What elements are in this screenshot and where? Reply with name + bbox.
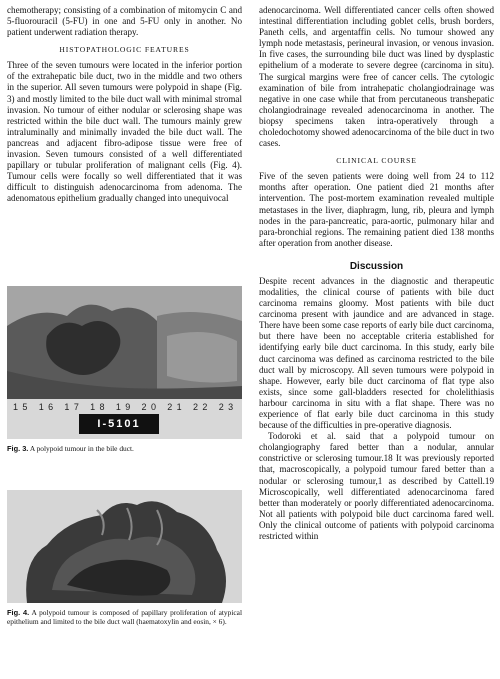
discussion-paragraph-2: Todoroki et al. said that a polypoid tumour on cholangiography fared better than a nodular, annular constrictive or sclerosing tumour.18 It was previously reported that, macroscopically, a polypoid tumour fared better than a nodular or sclerosing tumour,1 as described by Cattell.19 Microscopically, well differentiated adenocarcinoma fared better than moderately or poorly differentiated adenocarcinoma. Not all patients with polypoid bile duct carcinoma fared well. Only the clinical outcome of patients with polypoid carcinoma restricted within [259, 431, 494, 542]
specimen-label: I-5101 [79, 414, 159, 434]
histopathologic-features-heading: HISTOPATHOLOGIC FEATURES [59, 45, 190, 55]
right-column [259, 5, 494, 542]
figure-4-micrograph [7, 490, 242, 603]
figure-4-caption-label: Fig. 4. [7, 608, 30, 617]
figure-3-caption [7, 444, 242, 453]
figure-3-caption-label: Fig. 3. [7, 444, 29, 453]
intro-paragraph: chemotherapy; consisting of a combination of mitomycin C and 5-fluorouracil (5-FU) in one and 5-FU only in another. No patient underwent radiation therapy. [7, 5, 242, 38]
clinical-course-paragraph: Five of the seven patients were doing well from 24 to 112 months after operation. One patient died 21 months after intervention. The post-mortem examination revealed multiple metastases in the liver, diaphragm, lung, rib, pleura and lymph nodes in the para-pancreatic, para-aortic, pulmonary hilar and para-bronchial regions. The remaining patient died 138 months after operation from another disease. [259, 171, 494, 248]
tumour-photo-graphic [7, 286, 242, 399]
figure-4-caption [7, 608, 242, 626]
left-column [7, 5, 242, 205]
discussion-paragraph-1: Despite recent advances in the diagnostic and therapeutic modalities, the clinical course of patients with bile duct carcinoma remains gloomy. Most patients with bile duct carcinoma present with jaundice and are advanced in stage. There have been some case reports of early bile duct carcinoma, but there have been no acceptable criteria established for identifying early bile duct carcinoma. In this study, early bile duct carcinoma was defined as carcinoma restricted to the bile duct wall by microscopy. All seven tumours were polypoid in shape. However, early bile duct carcinoma of flat type also exists, since some gall-bladders resected for cholelithiasis harbour carcinoma in situ with a flat shape. There was no experience of flat early bile duct carcinoma in this study because of the difficulties in pre-operative diagnosis. [259, 275, 494, 431]
figure-3-caption-text: A polypoid tumour in the bile duct. [29, 444, 134, 453]
continuation-paragraph: adenocarcinoma. Well differentiated cancer cells often showed intestinal differentiation including goblet cells, brush borders, Paneth cells, and argentaffin cells. No tumour showed any lymph node metastasis, perineural invasion, or venous invasion. In five cases, the surrounding bile duct was lined by dysplastic epithelium of a moderate to severe degree (carcinoma in situ). The surgical margins were free of cancer cells. The cytologic examination of bile from intrahepatic cholangiodrainage was negative in one case while that from percutaneous transhepatic cholangiodrainage revealed adenocarcinoma in another. The biopsy specimens taken intra-operatively through a choledochotomy showed adenocarcinoma of the bile duct in two cases. [259, 5, 494, 149]
histopathologic-paragraph: Three of the seven tumours were located in the inferior portion of the extrahepatic bile duct, two in the middle and two others in the superior. All seven tumours were polypoid in shape (Fig. 3) and mostly limited to the bile duct wall with minimal stromal invasion. No tumour of either nodular or sclerosing shape was restricted within the bile duct wall. The tumours mainly grew intraluminally and minimally invaded the bile duct wall. The pancreas and adjacent fibro-adipose tissue were free of invasion. Seven tumours consisted of a well differentiated papillary or tubular proliferation of malignant cells (Fig. 4). Tumour cells were focally so well differentiated that it was difficult to distinguish adenocarcinoma from adenoma. The adenomatous epithelium gradually changed into unequivocal [7, 60, 242, 204]
ruler-numbers: 15 16 17 18 19 20 21 22 23 [13, 402, 238, 412]
micrograph-graphic [7, 490, 242, 603]
figure-4-caption-text: A polypoid tumour is composed of papillary proliferation of atypical epithelium and limited to the bile duct wall (haematoxylin and eosin, × 6). [7, 608, 242, 627]
clinical-course-heading: CLINICAL COURSE [336, 156, 417, 166]
discussion-heading: Discussion [349, 260, 404, 272]
figure-3-photo [7, 286, 242, 439]
